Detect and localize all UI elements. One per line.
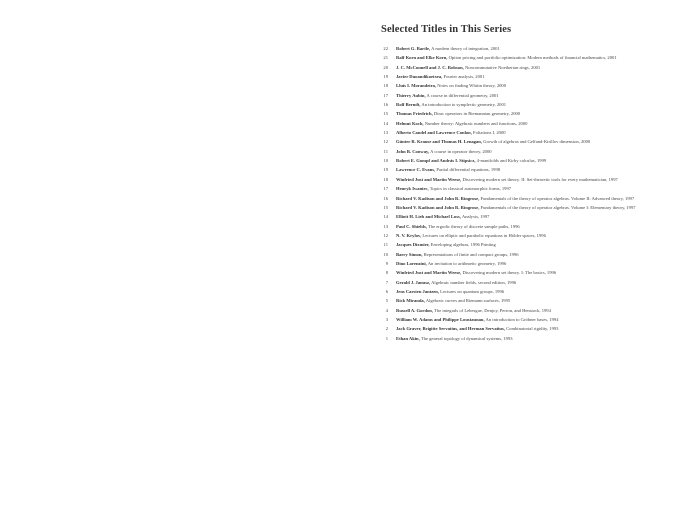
entry-title: 4-manifolds and Kirby calculus, 1999: [476, 158, 547, 164]
entry-number: 21: [383, 55, 388, 61]
entry-author: Ralf Korn and Elke Korn,: [396, 55, 448, 61]
entry-author: Lluís I. Morandeira,: [396, 83, 437, 89]
entry-author: Gerald J. Janusz,: [396, 279, 431, 285]
list-item: [366, 261, 684, 267]
entry-author: Günter R. Krause and Thomas H. Lenagan,: [396, 139, 482, 145]
entry-title: A course in differential geometry, 2001: [426, 92, 499, 98]
entry-author: Jacques Dixmier,: [396, 242, 430, 248]
entry-title: The ergodic theory of discrete sample paths, 1996: [427, 223, 520, 229]
entry-author: Javier Duoandikoetxea,: [396, 74, 443, 80]
entry-title: Partial differential equations, 1998: [436, 167, 501, 173]
entry-number: 22: [383, 46, 388, 51]
entry-title: Foliations I, 2000: [473, 130, 506, 136]
list-item: [366, 270, 684, 276]
entry-number: 8: [385, 270, 388, 276]
entry-title: Growth of algebras and Gelfand-Kirillov dimension, 2000: [483, 139, 591, 145]
entry-title: Fundamentals of the theory of operator algebras. Volume I: Elementary theory, 1997: [480, 204, 636, 210]
entry-number: 19: [383, 74, 388, 80]
list-item: [366, 326, 684, 332]
entry-number: 1: [385, 335, 388, 341]
entry-author: Alberto Candel and Lawrence Conlon,: [396, 130, 472, 136]
list-item: [366, 46, 684, 52]
list-item: [366, 280, 684, 286]
entry-title: The general topology of dynamical systems, 1993: [420, 335, 513, 341]
list-item: [366, 158, 684, 164]
entry-number: 4: [385, 307, 388, 313]
entry-number: 11: [383, 242, 388, 248]
list-item: [366, 139, 684, 145]
list-item: [366, 205, 684, 211]
entry-title: Discovering modern set theory. II: Set-theoretic tools for every mathematician, 1997: [462, 176, 618, 182]
book-page: [366, 16, 684, 506]
entry-author: Barry Simon,: [396, 251, 423, 257]
entry-author: Jens Carsten Jantzen,: [396, 288, 439, 294]
entry-title: A course in operator theory, 2000: [430, 148, 492, 154]
entry-author: Richard V. Kadison and John R. Ringrose,: [396, 195, 480, 201]
entry-number: 11: [383, 148, 388, 154]
entry-number: 16: [383, 195, 388, 201]
list-item: [366, 167, 684, 173]
title-list: [366, 46, 684, 345]
entry-author: J. C. McConnell and J. C. Robson,: [396, 64, 464, 70]
entry-title: Notes on finding Whitin theory, 2000: [437, 83, 507, 89]
entry-author: William W. Adams and Philippe Loustaunau,: [396, 316, 485, 322]
entry-author: Richard V. Kadison and John R. Ringrose,: [396, 204, 480, 210]
list-item: [366, 149, 684, 155]
list-item: [366, 102, 684, 108]
entry-title: Topics in classical automorphic forms, 1997: [429, 186, 512, 192]
entry-author: Winfried Just and Martin Weese,: [396, 176, 462, 182]
entry-number: 10: [383, 251, 388, 257]
list-item: [366, 130, 684, 136]
entry-title: Representations of finite and compact groups, 1996: [423, 251, 519, 257]
list-item: [366, 121, 684, 127]
list-item: [366, 55, 684, 61]
list-item: [366, 336, 684, 342]
entry-author: Russell A. Gordon,: [396, 307, 434, 313]
entry-author: Elliott H. Lieb and Michael Loss,: [396, 214, 461, 220]
series-heading: Selected Titles in This Series: [381, 24, 512, 35]
entry-title: Fundamentals of the theory of operator algebras. Volume II: Advanced theory, 1997: [480, 195, 635, 201]
list-item: [366, 308, 684, 314]
entry-number: 19: [383, 167, 388, 173]
entry-title: Analysis, 1997: [461, 214, 490, 220]
entry-author: Paul C. Shields,: [396, 223, 427, 229]
entry-number: 14: [383, 120, 388, 126]
entry-author: Thierry Aubin,: [396, 92, 426, 98]
entry-author: Rolf Berndt,: [396, 102, 421, 108]
list-item: [366, 186, 684, 192]
entry-title: Number theory: Algebraic numbers and functions, 2000: [424, 120, 528, 126]
entry-number: 3: [385, 316, 388, 322]
entry-title: Noncommutative Noetherian rings, 2001: [464, 64, 541, 70]
entry-number: 18: [383, 83, 388, 89]
entry-title: An invitation to arithmetic geometry, 1996: [427, 260, 507, 266]
entry-number: 12: [383, 232, 388, 238]
entry-author: Thomas Friedrich,: [396, 111, 433, 117]
entry-title: Dirac operators in Riemannian geometry, 2000: [433, 111, 521, 117]
list-item: [366, 83, 684, 89]
list-item: [366, 111, 684, 117]
entry-number: 14: [383, 214, 388, 220]
entry-title: Fourier analysis, 2001: [443, 74, 485, 80]
entry-title: A modern theory of integration, 2001: [431, 46, 500, 51]
entry-number: 13: [383, 130, 388, 136]
entry-number: 12: [383, 139, 388, 145]
list-item: [366, 74, 684, 80]
list-item: [366, 289, 684, 295]
entry-author: Rick Miranda,: [396, 298, 425, 304]
entry-number: 17: [383, 92, 388, 98]
entry-author: N. V. Krylov,: [396, 232, 422, 238]
entry-title: An introduction to symplectic geometry, 2001: [421, 102, 507, 108]
entry-number: 5: [385, 298, 388, 304]
entry-number: 6: [385, 288, 388, 294]
entry-number: 13: [383, 223, 388, 229]
entry-number: 2: [385, 326, 388, 332]
entry-title: Lectures on quantum groups, 1996: [440, 288, 505, 294]
entry-author: Robert E. Gompf and András I. Stipsicz,: [396, 158, 476, 164]
entry-number: 17: [383, 186, 388, 192]
entry-author: Jack Graver, Brigitte Servatius, and Herman Servatius,: [396, 326, 505, 332]
entry-number: 7: [385, 279, 388, 285]
entry-number: 20: [383, 64, 388, 70]
list-item: [366, 65, 684, 71]
list-item: [366, 252, 684, 258]
entry-author: Winfried Just and Martin Weese,: [396, 270, 462, 276]
entry-author: Lawrence C. Evans,: [396, 167, 436, 173]
entry-title: Enveloping algebras, 1996 Printing: [430, 242, 496, 248]
list-item: [366, 233, 684, 239]
entry-number: 10: [383, 158, 388, 164]
entry-title: Option pricing and portfolio optimization: Modern methods of financial mathematics, 2001: [448, 55, 617, 61]
entry-number: 15: [383, 111, 388, 117]
list-item: [366, 214, 684, 220]
entry-title: Discovering modern set theory. I: The basics, 1996: [462, 270, 557, 276]
entry-number: 15: [383, 204, 388, 210]
entry-author: John B. Conway,: [396, 148, 430, 154]
list-item: [366, 196, 684, 202]
list-item: [366, 177, 684, 183]
list-item: [366, 317, 684, 323]
entry-number: 16: [383, 102, 388, 108]
entry-author: Dino Lorenzini,: [396, 260, 427, 266]
entry-title: Combinatorial rigidity, 1993: [506, 326, 559, 332]
entry-title: Algebraic number fields, second edition, 1996: [431, 279, 517, 285]
entry-author: Robert G. Bartle,: [396, 46, 431, 51]
entry-title: Lectures on elliptic and parabolic equations in Hölder spaces, 1996: [422, 232, 546, 238]
entry-author: Ethan Akin,: [396, 335, 420, 341]
entry-author: Helmut Koch,: [396, 120, 424, 126]
entry-title: An introduction to Gröbner bases, 1994: [485, 316, 559, 322]
list-item: [366, 224, 684, 230]
list-item: [366, 93, 684, 99]
entry-number: 9: [385, 260, 388, 266]
entry-author: Henryk Iwaniec,: [396, 186, 429, 192]
list-item: [366, 242, 684, 248]
entry-number: 18: [383, 176, 388, 182]
list-item: [366, 298, 684, 304]
entry-title: Algebraic curves and Riemann surfaces, 1995: [425, 298, 511, 304]
entry-title: The integrals of Lebesgue, Denjoy, Perron, and Henstock, 1994: [434, 307, 551, 313]
